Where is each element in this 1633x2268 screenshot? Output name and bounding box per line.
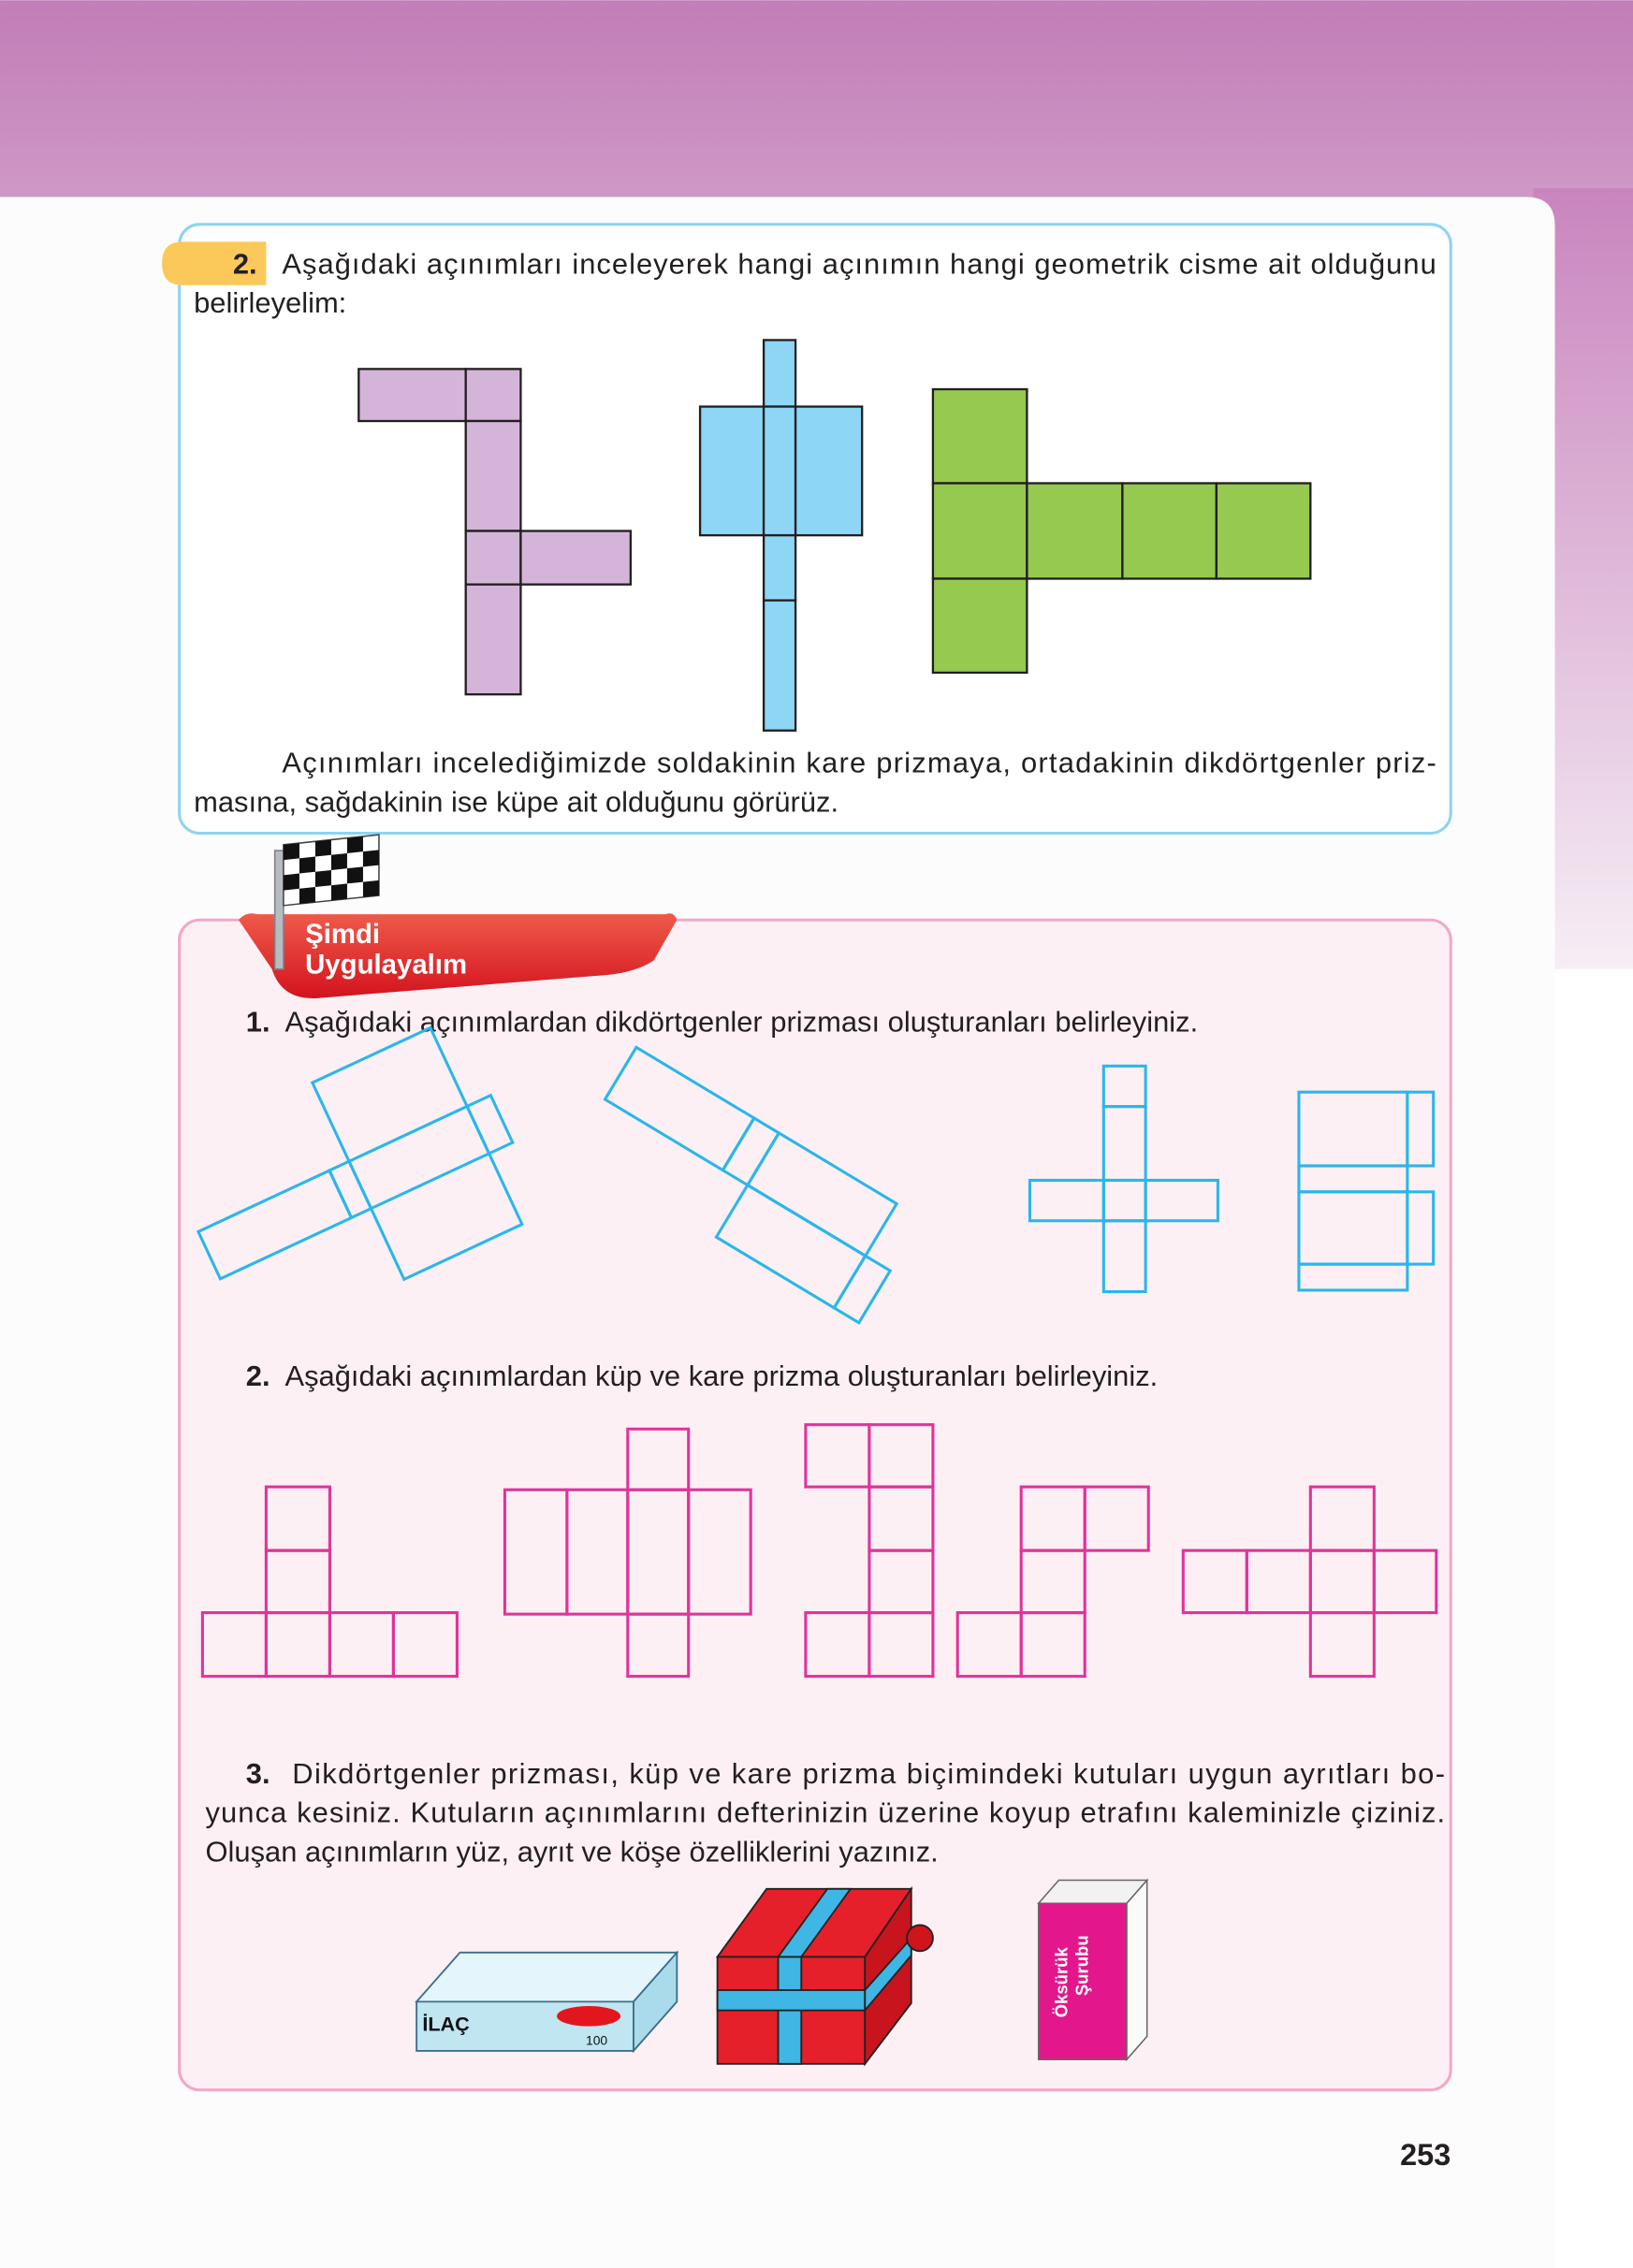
syrup-label-line2: Şurubu [1072, 1935, 1092, 1997]
page-number: 253 [1400, 2138, 1451, 2173]
q1-text: Aşağıdaki açınımlardan dikdörtgenler prizması oluşturanları belirleyiniz. [284, 1005, 1199, 1039]
header-band [0, 0, 1633, 217]
q3-line3: Oluşan açınımların yüz, ayrıt ve köşe özelliklerini yazınız. [205, 1835, 939, 1868]
medicine-box-illustration [416, 1953, 677, 2051]
q3-line1: Dikdörtgenler prizması, küp ve kare prizma biçimindeki kutuları uygun ayrıtları bo- [292, 1756, 1446, 1790]
syrup-label-line1: Öksürük [1051, 1947, 1072, 2018]
banner-line2: Uygulayalım [305, 949, 468, 981]
q3-number: 3. [245, 1756, 270, 1790]
example-prompt-line1: Aşağıdaki açınımları inceleyerek hangi açınımın hangi geometrik cisme ait olduğunu [282, 247, 1436, 281]
q3-line2: yunca kesiniz. Kutuların açınımlarını defterinizin üzerine koyup etrafını kaleminizle çiziniz. [205, 1796, 1446, 1829]
banner-line1: Şimdi [305, 918, 381, 950]
medicine-box-amount: 100 [585, 2032, 608, 2048]
q2-text: Aşağıdaki açınımlardan küp ve kare prizma oluşturanları belirleyiniz. [284, 1359, 1159, 1392]
example-conclusion-line2: masına, sağdakinin ise küpe ait olduğunu görürüz. [194, 785, 839, 819]
q2-number: 2. [245, 1359, 270, 1392]
medicine-box-label: İLAÇ [422, 2012, 470, 2036]
example-conclusion-line1: Açınımları incelediğimizde soldakinin kare prizmaya, ortadakinin dikdörtgenler priz- [282, 746, 1436, 779]
example-prompt-line2: belirleyelim: [194, 286, 347, 320]
q1-number: 1. [245, 1005, 270, 1039]
cough-syrup-box-illustration [1039, 1881, 1147, 2060]
example-number: 2. [232, 247, 257, 281]
